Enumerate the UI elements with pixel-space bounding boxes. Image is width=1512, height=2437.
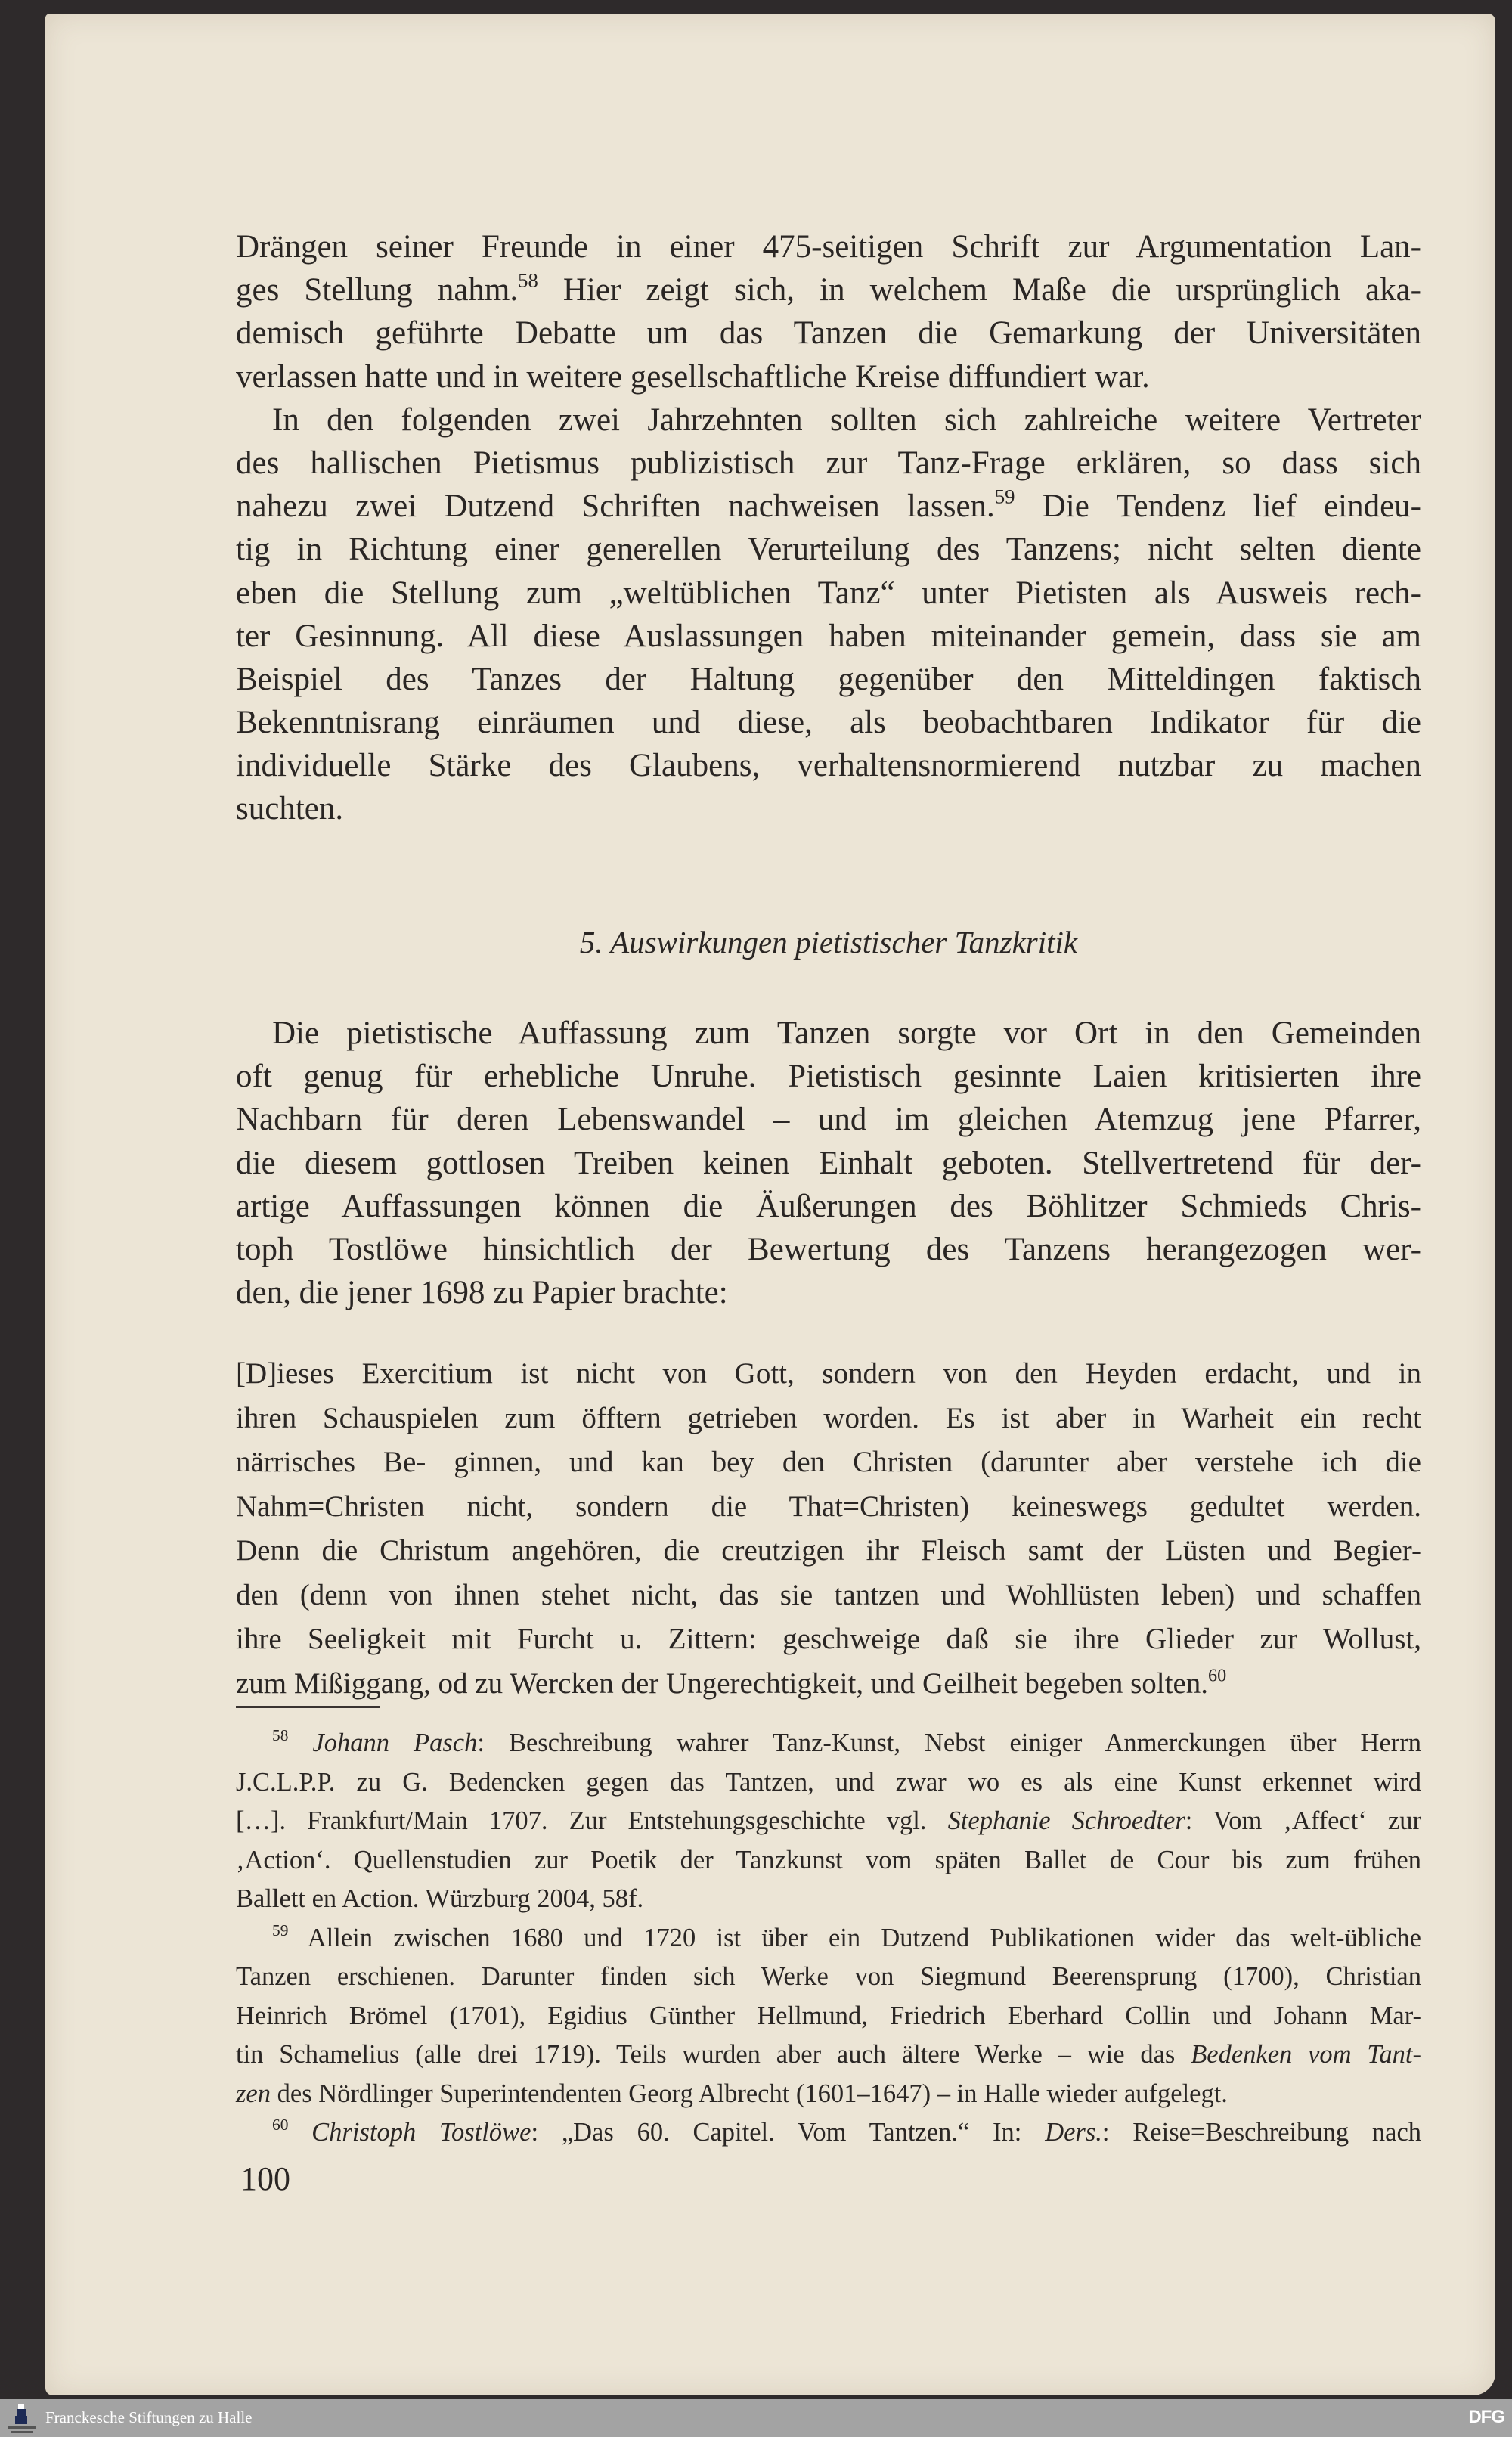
text-run [288, 1729, 312, 1757]
text-run: Bekenntnisrang einräumen und diese, als beobachtbaren Indikator für die [236, 705, 1421, 741]
text-line [236, 355, 1421, 398]
text-line [236, 1617, 1421, 1662]
footnote [236, 1724, 1421, 1919]
text-line [236, 701, 1421, 744]
text-run: ihre Seeligkeit mit Furcht u. Zittern: geschweige daß sie ihre Glieder zur Wollust, [236, 1623, 1421, 1655]
text-run: toph Tostlöwe hinsichtlich der Bewertung des Tanzens herangezogen wer- [236, 1231, 1421, 1267]
text-run: nahezu zwei Dutzend Schriften nachweisen lassen. [236, 488, 995, 525]
text-run: oft genug für erhebliche Unruhe. Pietistisch gesinnte Laien kritisierten ihre [236, 1059, 1421, 1095]
text-run: Beispiel des Tanzes der Haltung gegenüber den Mitteldingen faktisch [236, 661, 1421, 697]
text-run: demisch geführte Debatte um das Tanzen die Gemarkung der Universitäten [236, 315, 1421, 352]
text-run: zum Mißiggang, od zu Wercken der Ungerechtigkeit, und Geilheit begeben solten. [236, 1667, 1209, 1700]
footnote [236, 2113, 1421, 2153]
text-line [236, 1919, 1421, 1958]
text-line [236, 1841, 1421, 1880]
text-run: [D]ieses Exercitium ist nicht von Gott, sondern von den Heyden erdacht, und in [236, 1357, 1421, 1390]
text-run: eben die Stellung zum „weltüblichen Tanz“ unter Pietisten als Ausweis rech- [236, 575, 1421, 611]
text-run: In den folgenden zwei Jahrzehnten sollten sich zahlreiche weitere Vertreter [272, 402, 1421, 438]
text-line [236, 1440, 1421, 1485]
institution-logo-icon [3, 2402, 41, 2435]
text-run: Stephanie Schroedter [947, 1806, 1185, 1835]
text-run: : Vom ‚Affect‘ zur [1185, 1806, 1421, 1835]
text-run: Hier zeigt sich, in welchem Maße die ursprünglich aka- [538, 272, 1421, 309]
text-run: närrisches Be- ginnen, und kan bey den Christen (darunter aber verstehe ich die [236, 1446, 1421, 1478]
text-run: individuelle Stärke des Glaubens, verhaltensnormierend nutzbar zu machen [236, 748, 1421, 784]
text-run: Allein zwischen 1680 und 1720 ist über ein Dutzend Publikationen wider das welt-übliche [288, 1923, 1421, 1952]
text-run: Christoph Tostlöwe [311, 2118, 531, 2147]
body-text-section [236, 1012, 1421, 1314]
text-line [236, 787, 1421, 830]
text-line [236, 1185, 1421, 1228]
text-run: die diesem gottlosen Treiben keinen Einhalt geboten. Stellvertretend für der- [236, 1145, 1421, 1181]
text-run: verlassen hatte und in weitere gesellschaftliche Kreise diffundiert war. [236, 358, 1150, 395]
text-run: Drängen seiner Freunde in einer 475-seitigen Schrift zur Argumentation Lan- [236, 229, 1421, 265]
text-run: […]. Frankfurt/Main 1707. Zur Entstehungsgeschichte vgl. [236, 1806, 948, 1835]
text-line [236, 225, 1421, 268]
footnotes [236, 1724, 1421, 2153]
text-line [236, 2035, 1421, 2075]
footnote [236, 1919, 1421, 2114]
viewer-footer-bar [0, 2399, 1512, 2437]
text-run: den (denn von ihnen stehet nicht, das sie tantzen und Wohllüsten leben) und schaffen [236, 1578, 1421, 1611]
paragraph [236, 225, 1421, 398]
section-heading: 5. Auswirkungen pietistischer Tanzkritik [579, 925, 1078, 960]
text-line [236, 572, 1421, 615]
text-run: : Beschreibung wahrer Tanz-Kunst, Nebst einiger Anmerckungen über Herrn [477, 1729, 1421, 1757]
footnote-marker: 59 [994, 485, 1015, 508]
text-run: ‚Action‘. Quellenstudien zur Poetik der Tanzkunst vom späten Ballet de Cour bis zum frühen [236, 1845, 1421, 1874]
text-run: Nahm=Christen nicht, sondern die That=Christen) keineswegs gedultet werden. [236, 1490, 1421, 1523]
text-line [236, 615, 1421, 658]
text-line [236, 2113, 1421, 2153]
text-line [236, 2075, 1421, 2114]
footnote-rule [236, 1706, 380, 1708]
text-line [236, 528, 1421, 571]
body-text-top [236, 225, 1421, 831]
text-run: des hallischen Pietismus publizistisch zur Tanz-Frage erklären, so dass sich [236, 445, 1421, 481]
text-run: Denn die Christum angehören, die creutzigen ihr Fleisch samt der Lüsten und Begier- [236, 1534, 1421, 1567]
text-run: : Reise=Beschreibung nach [1101, 2118, 1422, 2147]
text-line [236, 1574, 1421, 1618]
paragraph [236, 1352, 1421, 1706]
text-line [236, 1142, 1421, 1185]
text-line [236, 1098, 1421, 1141]
text-line [236, 1352, 1421, 1397]
text-line [236, 398, 1421, 442]
text-line [236, 1055, 1421, 1098]
text-run: Ders. [1045, 2118, 1102, 2147]
text-run: Die pietistische Auffassung zum Tanzen sorgte vor Ort in den Gemeinden [272, 1015, 1421, 1051]
block-quote [236, 1352, 1421, 1706]
text-run: Ballett en Action. Würzburg 2004, 58f. [236, 1884, 644, 1913]
text-line [236, 1012, 1421, 1055]
text-line [236, 1958, 1421, 1997]
text-run: ges Stellung nahm. [236, 272, 519, 309]
text-line [236, 744, 1421, 787]
text-run: des Nördlinger Superintendenten Georg Albrecht (1601–1647) – in Halle wieder aufgelegt. [271, 2079, 1228, 2108]
text-line [236, 442, 1421, 485]
footnote-marker: 58 [518, 268, 538, 292]
text-line [236, 1662, 1421, 1707]
text-run: Johann Pasch [312, 1729, 478, 1757]
text-run: tin Schamelius (alle drei 1719). Teils wurden aber auch ältere Werke – wie das [236, 2040, 1191, 2069]
text-run [288, 2118, 311, 2147]
text-line [236, 1763, 1421, 1803]
institution-link[interactable]: Franckesche Stiftungen zu Halle [45, 2408, 253, 2426]
text-line [236, 1724, 1421, 1763]
text-line [236, 485, 1421, 528]
paragraph [236, 1012, 1421, 1314]
text-run: Nachbarn für deren Lebenswandel – und im gleichen Atemzug jene Pfarrer, [236, 1102, 1421, 1138]
text-run: ter Gesinnung. All diese Auslassungen haben miteinander gemein, dass sie am [236, 618, 1421, 654]
text-run: J.C.L.P.P. zu G. Bedencken gegen das Tantzen, und zwar wo es als eine Kunst erkennet wird [236, 1767, 1421, 1797]
footnote-marker: 60 [1208, 1664, 1227, 1685]
text-line [236, 1397, 1421, 1441]
text-line [236, 268, 1421, 312]
paragraph [236, 398, 1421, 831]
text-run: zen [236, 2079, 271, 2108]
text-run: : „Das 60. Capitel. Vom Tantzen.“ In: [531, 2118, 1046, 2147]
text-run: ihren Schauspielen zum öfftern getrieben worden. Es ist aber in Warheit ein recht [236, 1401, 1421, 1434]
footnote-marker: 58 [272, 1726, 289, 1745]
text-run: artige Auffassungen können die Äußerungen des Böhlitzer Schmieds Chris- [236, 1188, 1421, 1224]
text-line [236, 658, 1421, 701]
text-line [236, 312, 1421, 355]
text-line [236, 1529, 1421, 1574]
text-line [236, 1485, 1421, 1530]
text-run: Die Tendenz lief eindeu- [1015, 488, 1421, 525]
text-run: tig in Richtung einer generellen Verurteilung des Tanzens; nicht selten diente [236, 532, 1421, 568]
text-run: Tanzen erschienen. Darunter finden sich Werke von Siegmund Beerensprung (1700), Christian [236, 1962, 1421, 1991]
text-line [236, 1802, 1421, 1841]
text-run: Heinrich Brömel (1701), Egidius Günther Hellmund, Friedrich Eberhard Collin und Johann Mar- [236, 2001, 1421, 2030]
page-number: 100 [240, 2160, 290, 2197]
dfg-logo: DFG [1468, 2407, 1504, 2427]
text-line [236, 1271, 1421, 1314]
text-line [236, 1880, 1421, 1919]
text-run: den, die jener 1698 zu Papier brachte: [236, 1275, 728, 1311]
footnote-marker: 59 [272, 1921, 289, 1939]
text-run: Bedenken vom Tant- [1191, 2040, 1421, 2069]
text-line [236, 1228, 1421, 1271]
text-run: suchten. [236, 791, 344, 827]
footnote-marker: 60 [272, 2116, 289, 2135]
text-line [236, 1997, 1421, 2036]
